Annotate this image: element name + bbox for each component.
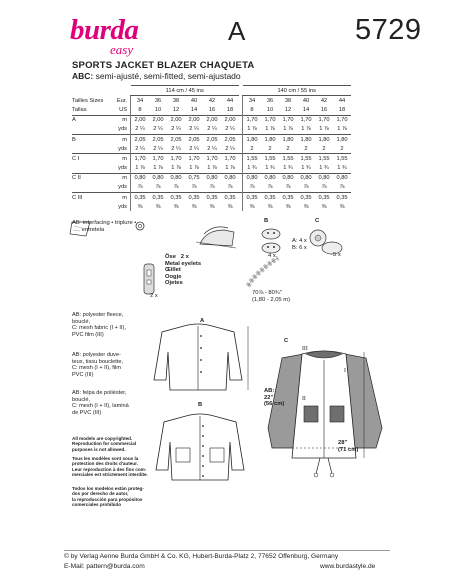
fabric-row — [72, 125, 351, 135]
fabric-amount-cell: 2,00 — [131, 115, 150, 125]
fabric-amount-cell: 2 ¼ — [131, 144, 150, 154]
eur-size-row — [72, 96, 351, 106]
cord-length: 70⅞ - 80¾" (1,80 - 2,05 m) — [252, 290, 291, 303]
eur-size-cell: 40 — [302, 97, 310, 104]
button-qty-a: A: 4 x — [292, 238, 307, 244]
fabric-suggestion-en: AB: polyester fleece, bouclé, C: mesh fabric (I + II), PVC film (III) — [72, 312, 126, 338]
fabric-amount-cell: 0,80 — [131, 173, 150, 183]
fabric-amount-cell: 0,35 — [149, 193, 167, 203]
view-a-label: A — [200, 318, 205, 324]
fabric-amount-cell: 2 — [286, 145, 290, 152]
eur-size-cell: 44 — [226, 97, 234, 104]
view-c-part-i: I — [344, 368, 346, 374]
fabric-amount-cell: 0,75 — [185, 173, 203, 183]
fabric-amount-cell: 1,70 — [297, 115, 315, 125]
subtitle-views: ABC: — [72, 71, 94, 81]
eur-size-cell: 38 — [284, 97, 292, 104]
copyright-fr: Tous les modèles sont sous la protection des droits d'auteur. Leur reproduction à des fins com- merciales est strictement interdite. — [72, 456, 148, 478]
us-size-cell: 10 — [266, 106, 274, 113]
fabric-amount-cell: 1,80 — [333, 134, 351, 144]
fabric-amount-cell: 2 ¼ — [171, 126, 181, 133]
fabric-amount-cell: 2,05 — [203, 134, 221, 144]
fabric-amount-cell: 2 ¼ — [225, 145, 235, 152]
fabric-amount-cell: 1,80 — [279, 134, 297, 144]
fabric-row — [72, 173, 351, 183]
fabric-amount-cell: ⅞ — [227, 184, 233, 191]
fabric-amount-cell: 1,70 — [333, 115, 351, 125]
footer-divider — [64, 550, 390, 551]
size-label: Tailles Sizes — [72, 97, 104, 104]
fabric-amount-cell: 0,35 — [261, 193, 279, 203]
fabric-amount-cell: ⅞ — [321, 184, 327, 191]
brand-line: easy — [110, 42, 134, 57]
fabric-row — [72, 183, 351, 193]
subtitle-fit: semi-ajusté, semi-fitted, semi-ajustado — [93, 71, 241, 81]
eur-size-cell: 34 — [131, 96, 150, 106]
fabric-amount-cell: 2 ¼ — [153, 145, 163, 152]
us-size-cell: 14 — [302, 106, 310, 113]
publisher-address: © by Verlag Aenne Burda GmbH & Co. KG, Hubert-Burda-Platz 2, 77652 Offenburg, Germany — [64, 553, 339, 560]
fabric-amount-cell: 0,35 — [315, 193, 333, 203]
fabric-row — [72, 193, 351, 203]
view-ab-length: AB: 22" (56 cm) — [264, 388, 285, 408]
view-c-part-ii: II — [302, 396, 306, 402]
fabric-amount-cell: 0,80 — [333, 173, 351, 183]
fabric-amount-cell: 1,55 — [279, 154, 297, 164]
fabric-amount-cell: 0,80 — [243, 173, 262, 183]
fabric-row — [72, 115, 351, 125]
fabric-amount-cell: ⅞ — [131, 183, 150, 193]
fabric-amount-cell: 2 — [340, 145, 344, 152]
fabric-amount-cell: 0,80 — [149, 173, 167, 183]
fabric-row-label: C III — [72, 193, 116, 203]
eur-size-cell: 42 — [320, 97, 328, 104]
fabric-amount-cell: ⅜ — [155, 203, 161, 210]
unit-label: m — [116, 134, 131, 144]
stopper-qty: 2 x — [150, 293, 158, 299]
fabric-amount-cell: 2,05 — [167, 134, 185, 144]
fabric-amount-cell: ⅜ — [321, 203, 327, 210]
fabric-amount-cell: ⅞ — [173, 184, 179, 191]
fabric-amount-cell: 1 ¾ — [301, 165, 311, 172]
snap-qty: 5 x — [333, 252, 341, 258]
view-b-jacket — [156, 414, 244, 480]
fabric-amount-cell: ⅜ — [339, 203, 345, 210]
us-size-cell: 10 — [154, 106, 162, 113]
fabric-amount-cell: 2,05 — [131, 134, 150, 144]
fabric-amount-cell: 2 ¼ — [207, 126, 217, 133]
cord-stopper-icon — [144, 264, 154, 294]
fabric-amount-cell: 2 ¼ — [189, 145, 199, 152]
us-size-row — [72, 105, 351, 115]
fabric-amount-cell: 1 ¾ — [319, 165, 329, 172]
fabric-suggestion-fr: AB: polyester duve- teux, tissu bouclette, C: mesh (I + II), film PVC (III) — [72, 352, 123, 378]
eyelet-icon — [136, 222, 144, 230]
fabric-amount-cell: ⅞ — [285, 184, 291, 191]
fabric-amount-cell: 1,55 — [333, 154, 351, 164]
fabric-amount-cell: 0,35 — [221, 193, 239, 203]
fabric-amount-cell: ⅜ — [173, 203, 179, 210]
fabric-amount-cell: 1,70 — [243, 115, 262, 125]
fabric-amount-cell: 2,00 — [149, 115, 167, 125]
unit-label: m — [116, 173, 131, 183]
eur-size-cell: 40 — [190, 97, 198, 104]
button-variant-b: B — [264, 218, 269, 224]
eur-size-cell: 36 — [154, 97, 162, 104]
fabric-amount-cell: ⅜ — [303, 203, 309, 210]
fabric-amount-cell: 1,70 — [167, 154, 185, 164]
fabric-row-label: B — [72, 134, 116, 144]
fabric-amount-cell: 1,55 — [261, 154, 279, 164]
fabric-amount-cell: ⅜ — [131, 202, 150, 211]
burda-easy-logo — [70, 14, 150, 60]
eur-size-cell: 34 — [243, 96, 262, 106]
fabric-amount-cell: 1,70 — [203, 154, 221, 164]
fabric-row — [72, 154, 351, 164]
fabric-amount-cell: ⅞ — [155, 184, 161, 191]
fabric-amount-cell: 2,00 — [221, 115, 239, 125]
fabric-amount-cell: ⅜ — [285, 203, 291, 210]
us-size-cell: 8 — [243, 105, 262, 115]
fabric-amount-cell: 2,05 — [185, 134, 203, 144]
fabric-amount-cell: 2 — [268, 145, 272, 152]
fabric-amount-cell: 1,70 — [185, 154, 203, 164]
fabric-amount-cell: ⅜ — [243, 202, 262, 211]
copyright-es: Todos los modelos están proteg- dos por derecho de autor, la reproducción para propósitos comerciales prohibido — [72, 486, 144, 508]
us-size-cell: 16 — [320, 106, 328, 113]
eyelets-text: Öse 2 x Metal eyelets Œillet Oogje Ojetes — [165, 254, 202, 287]
fabric-amount-cell: 0,80 — [221, 173, 239, 183]
fabric-amount-cell: 1 ⅞ — [225, 165, 235, 172]
pattern-variant: A — [228, 16, 246, 46]
fabric-amount-cell: 1 ⅞ — [153, 165, 163, 172]
fabric-amount-cell: 2 ¼ — [153, 126, 163, 133]
unit-label: yds — [118, 165, 127, 172]
fabric-amount-cell: 2 ¼ — [189, 126, 199, 133]
fabric-amount-cell: 2,05 — [221, 134, 239, 144]
pattern-number: 5729 — [355, 14, 422, 46]
fabric-amount-cell: 2 ¼ — [131, 125, 150, 135]
us-size-cell: 12 — [172, 106, 180, 113]
view-c-part-iii: III — [302, 346, 308, 352]
us-size-cell: 12 — [284, 106, 292, 113]
fabric-amount-cell: 1 ⅞ — [243, 125, 262, 135]
fabric-amount-cell: ⅞ — [243, 183, 262, 193]
fabric-amount-cell: 2 ¼ — [171, 145, 181, 152]
fabric-amount-cell: 1,80 — [297, 134, 315, 144]
fabric-amount-cell: 1 ¾ — [243, 164, 262, 174]
fabric-amount-cell: 0,80 — [203, 173, 221, 183]
cord-icon — [248, 258, 278, 286]
view-c-jacket — [268, 351, 382, 477]
fabric-amount-cell: 2,00 — [203, 115, 221, 125]
fabric-amount-cell: 0,35 — [279, 193, 297, 203]
fabric-amount-cell: 0,35 — [243, 193, 262, 203]
fabric-amount-cell: 1 ⅞ — [301, 126, 311, 133]
us-size-cell: 8 — [131, 105, 150, 115]
fabric-row-label: C II — [72, 173, 116, 183]
fabric-amount-cell: 2,05 — [149, 134, 167, 144]
eur-size-cell: 44 — [338, 97, 346, 104]
fabric-amount-cell: 1 ¾ — [337, 165, 347, 172]
fabric-requirements-table — [72, 85, 351, 211]
eur-size-cell: 36 — [266, 97, 274, 104]
view-b-label: B — [198, 402, 203, 408]
button-icon — [262, 229, 280, 253]
fabric-amount-cell: 1 ⅞ — [337, 126, 347, 133]
fabric-amount-cell: 2 ¼ — [225, 126, 235, 133]
fabric-row — [72, 164, 351, 174]
us-size-cell: 14 — [190, 106, 198, 113]
unit-label: m — [116, 115, 131, 125]
snap-variant-c: C — [315, 218, 320, 224]
button-qty-b: B: 6 x — [292, 245, 307, 251]
fabric-amount-cell: 2,00 — [185, 115, 203, 125]
fabric-amount-cell: ⅜ — [209, 203, 215, 210]
eur-size-cell: 38 — [172, 97, 180, 104]
fabric-amount-cell: 0,35 — [185, 193, 203, 203]
snap-fastener-icon — [310, 230, 342, 254]
fabric-amount-cell: 0,80 — [279, 173, 297, 183]
us-label: US — [119, 106, 127, 113]
brand-name: burda — [70, 14, 139, 46]
fabric-amount-cell: ⅞ — [191, 184, 197, 191]
fabric-row-label: C I — [72, 154, 116, 164]
fabric-amount-cell: 2 ¼ — [207, 145, 217, 152]
fabric-amount-cell: 1,70 — [279, 115, 297, 125]
cord-qty: 4 x — [268, 253, 276, 259]
unit-label: yds — [118, 126, 127, 133]
iron-icon — [196, 227, 236, 248]
fabric-amount-cell: 0,35 — [167, 193, 185, 203]
interfacing-text: AB interfacing • triplure • entretela — [72, 220, 137, 233]
fabric-suggestion-es: AB: felpa de poliéster, bouclé, C: mesh (I + II), laminá de PVC (III) — [72, 390, 129, 416]
fabric-amount-cell: 2,00 — [167, 115, 185, 125]
fabric-amount-cell: 0,80 — [315, 173, 333, 183]
fabric-amount-cell: 1,55 — [297, 154, 315, 164]
fabric-amount-cell: 0,35 — [297, 193, 315, 203]
view-c-length: 28" (71 cm) — [338, 440, 359, 453]
pattern-subtitle — [72, 71, 241, 81]
fabric-amount-cell: 1,70 — [131, 154, 150, 164]
view-c-label: C — [284, 338, 289, 344]
fabric-row — [72, 144, 351, 154]
fabric-amount-cell: 1 ¾ — [265, 165, 275, 172]
us-size-cell: 16 — [208, 106, 216, 113]
contact-email[interactable]: E-Mail: pattern@burda.com — [64, 563, 145, 570]
pattern-title: SPORTS JACKET BLAZER CHAQUETA — [72, 60, 255, 71]
fabric-amount-cell: ⅞ — [303, 184, 309, 191]
fabric-amount-cell: 2 — [322, 145, 326, 152]
fabric-amount-cell: 1,70 — [315, 115, 333, 125]
fabric-width-114: 114 cm / 45 ins — [131, 86, 240, 96]
view-a-jacket — [154, 324, 242, 390]
fabric-amount-cell: ⅜ — [191, 203, 197, 210]
eur-label: Eur. — [116, 97, 127, 104]
unit-label: m — [116, 154, 131, 164]
eur-size-cell: 42 — [208, 97, 216, 104]
us-size-cell: 18 — [338, 106, 346, 113]
fabric-amount-cell: 1,55 — [243, 154, 262, 164]
fabric-amount-cell: 1,70 — [261, 115, 279, 125]
fabric-amount-cell: 1,80 — [243, 134, 262, 144]
fabric-amount-cell: 1 ⅞ — [207, 165, 217, 172]
fabric-amount-cell: ⅞ — [339, 184, 345, 191]
fabric-amount-cell: ⅜ — [227, 203, 233, 210]
fabric-amount-cell: 1 ⅞ — [319, 126, 329, 133]
fabric-amount-cell: ⅞ — [209, 184, 215, 191]
garment-views — [150, 318, 390, 538]
fabric-amount-cell: 1 ¾ — [283, 165, 293, 172]
fabric-amount-cell: 1,80 — [261, 134, 279, 144]
fabric-row-label: A — [72, 115, 116, 125]
fabric-width-140: 140 cm / 55 ins — [243, 86, 352, 96]
fabric-amount-cell: 2 — [304, 145, 308, 152]
fabric-amount-cell: 0,80 — [261, 173, 279, 183]
fabric-amount-cell: 0,35 — [131, 193, 150, 203]
unit-label: yds — [118, 184, 127, 191]
unit-label: yds — [118, 145, 127, 152]
unit-label: m — [116, 193, 131, 203]
fabric-amount-cell: 0,80 — [297, 173, 315, 183]
fabric-amount-cell: 1 ⅞ — [131, 164, 150, 174]
copyright-en: All models are copyrighted. Reproduction for commercial purposes is not allowed. — [72, 436, 137, 452]
fabric-amount-cell: 1,80 — [315, 134, 333, 144]
fabric-amount-cell: ⅜ — [267, 203, 273, 210]
fabric-amount-cell: 1 ⅞ — [189, 165, 199, 172]
unit-label: yds — [118, 203, 127, 210]
fabric-amount-cell: 1 ⅞ — [265, 126, 275, 133]
size-label-es: Tallas — [72, 106, 87, 113]
fabric-amount-cell: 0,35 — [203, 193, 221, 203]
fabric-amount-cell: 0,35 — [333, 193, 351, 203]
fabric-amount-cell: ⅞ — [267, 184, 273, 191]
fabric-amount-cell: 0,80 — [167, 173, 185, 183]
website-link[interactable]: www.burdastyle.de — [320, 563, 376, 570]
fabric-amount-cell: 1,70 — [221, 154, 239, 164]
fabric-amount-cell: 1,70 — [149, 154, 167, 164]
fabric-amount-cell: 1,55 — [315, 154, 333, 164]
fabric-amount-cell: 1 ⅞ — [171, 165, 181, 172]
fabric-row — [72, 134, 351, 144]
fabric-amount-cell: 2 — [243, 144, 262, 154]
fabric-row — [72, 202, 351, 211]
fabric-amount-cell: 1 ⅞ — [283, 126, 293, 133]
us-size-cell: 18 — [226, 106, 234, 113]
